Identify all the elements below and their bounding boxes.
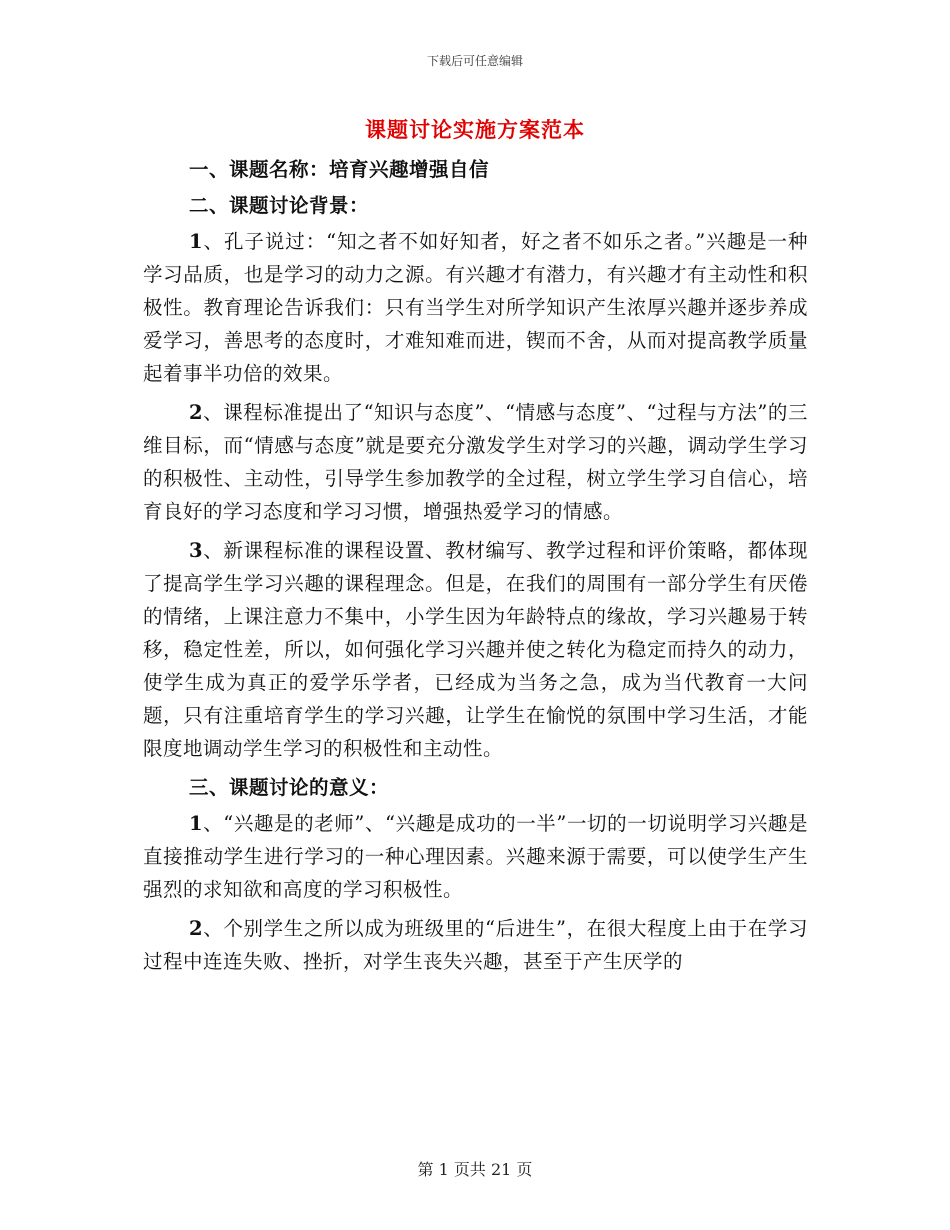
document-title: 课题讨论实施方案范本 [365, 117, 585, 142]
paragraph [143, 396, 808, 528]
paragraph-number: 2 [189, 917, 204, 940]
paragraph [143, 807, 808, 906]
paragraph-number: 2 [189, 401, 204, 424]
paragraph [143, 534, 808, 765]
paragraph [143, 912, 808, 978]
page-number-footer: 第 1 页共 21 页 [417, 1160, 533, 1179]
paragraph-text: 、新课程标准的课程设置、教材编写、教学过程和评价策略，都体现了提高学生学习兴趣的课程理念。但是，在我们的周围有一部分学生有厌倦的情绪，上课注意力不集中，小学生因为年龄特点的缘故，学习兴趣易于转移，稳定性差，所以，如何强化学习兴趣并使之转化为稳定而持久的动力，使学生成为真正的爱学乐学者，已经成为当务之急，成为当代教育一大问题，只有注重培育学生的学习兴趣，让学生在愉悦的氛围中学习生活，才能限度地调动学生学习的积极性和主动性。 [143, 539, 808, 760]
paragraph-number: 3 [189, 539, 204, 562]
paragraph-number: 1 [189, 812, 204, 835]
paragraph [143, 225, 808, 390]
section-heading-significance: 三、课题讨论的意义： [189, 776, 390, 799]
paragraph-text: 、个别学生之所以成为班级里的“后进生”，在很大程度上由于在学习过程中连连失败、挫折，对学生丧失兴趣，甚至于产生厌学的 [143, 917, 808, 973]
header-note: 下载后可任意编辑 [426, 54, 523, 68]
section-heading-background: 二、课题讨论背景： [189, 194, 370, 217]
document-body [143, 153, 808, 984]
paragraph-text: 、孔子说过：“知之者不如好知者，好之者不如乐之者。”兴趣是一种学习品质，也是学习的动力之源。有兴趣才有潜力，有兴趣才有主动性和积极性。教育理论告诉我们：只有当学生对所学知识产生浓厚兴趣并逐步养成爱学习，善思考的态度时，才难知难而进，锲而不舍，从而对提高教学质量起着事半功倍的效果。 [143, 230, 808, 385]
paragraph-number: 1 [189, 230, 204, 253]
paragraph-text: 、“兴趣是的老师”、“兴趣是成功的一半”一切的一切说明学习兴趣是直接推动学生进行学习的一种心理因素。兴趣来源于需要，可以使学生产生强烈的求知欲和高度的学习积极性。 [143, 812, 808, 901]
section-heading-name: 一、课题名称：培育兴趣增强自信 [189, 158, 490, 181]
paragraph-text: 、课程标准提出了“知识与态度”、“情感与态度”、“过程与方法”的三维目标，而“情感与态度”就是要充分激发学生对学习的兴趣，调动学生学习的积极性、主动性，引导学生参加教学的全过程，树立学生学习自信心，培育良好的学习态度和学习习惯，增强热爱学习的情感。 [143, 401, 808, 523]
